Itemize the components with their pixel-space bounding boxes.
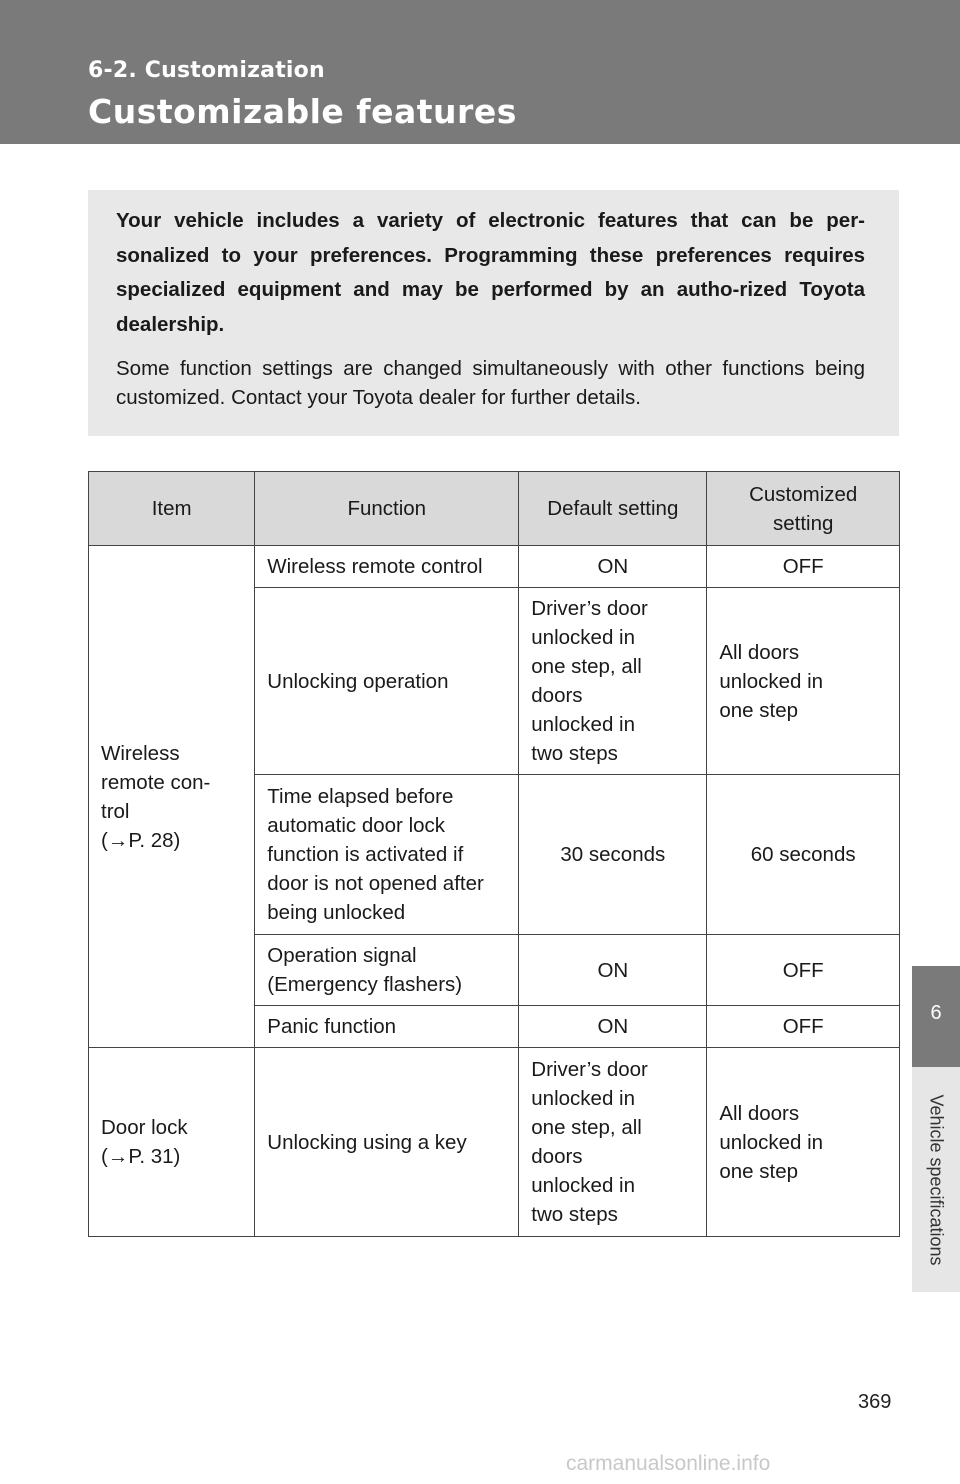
default-cell: Driver’s door unlocked in one step, all doors unlocked in two steps <box>519 1048 707 1237</box>
customized-cell: All doors unlocked in one step <box>707 588 900 775</box>
chapter-tab-number: 6 <box>912 966 960 1067</box>
header-default: Default setting <box>519 472 707 546</box>
item-cell-door-lock <box>89 1048 255 1237</box>
customized-cell: OFF <box>707 1006 900 1048</box>
item-line: trol <box>101 799 130 823</box>
function-cell: Operation signal (Emergency flashers) <box>255 935 519 1006</box>
item-cell-wireless <box>89 546 255 1048</box>
default-cell: 30 seconds <box>519 775 707 935</box>
item-line: Door lock <box>101 1116 188 1139</box>
default-cell: ON <box>519 546 707 588</box>
page-number: 369 <box>858 1391 892 1413</box>
customized-cell: OFF <box>707 546 900 588</box>
function-cell: Unlocking using a key <box>255 1048 519 1237</box>
function-cell: Time elapsed before automatic door lock function is activated if door is not opened after being unlocked <box>255 775 519 935</box>
chapter-tab-text: Vehicle specifications <box>926 1093 947 1266</box>
intro-normal-text: Some function settings are changed simultaneously with other functions being customized. Contact your Toyota dealer for further details. <box>116 357 865 409</box>
features-table <box>88 471 900 1237</box>
customized-cell: 60 seconds <box>707 775 900 935</box>
item-reference: (→P. 31) <box>101 1145 181 1168</box>
item-line: remote con- <box>101 770 211 794</box>
item-reference: (→P. 28) <box>101 828 181 852</box>
header-item: Item <box>89 472 255 546</box>
table-header-row <box>89 472 900 546</box>
chapter-tab-label <box>912 1067 960 1292</box>
table-row <box>89 1048 900 1237</box>
default-cell: Driver’s door unlocked in one step, all doors unlocked in two steps <box>519 588 707 775</box>
item-line: Wireless <box>101 741 180 765</box>
default-cell: ON <box>519 1006 707 1048</box>
section-label: 6-2. Customization <box>88 58 325 83</box>
watermark: carmanualsonline.info <box>566 1452 771 1475</box>
header-band <box>0 0 960 144</box>
customized-cell: All doors unlocked in one step <box>707 1048 900 1237</box>
table-row <box>89 546 900 588</box>
customized-cell: OFF <box>707 935 900 1006</box>
default-cell: ON <box>519 935 707 1006</box>
function-cell: Unlocking operation <box>255 588 519 775</box>
intro-bold-text: Your vehicle includes a variety of electronic features that can be per-sonalized to your preferences. Programming these preferences requires specialized equipment and may be performed by an autho-rized Toyota dealership. <box>116 209 865 336</box>
header-function: Function <box>255 472 519 546</box>
intro-box <box>88 190 899 436</box>
header-customized: Customized setting <box>707 472 900 546</box>
function-cell: Panic function <box>255 1006 519 1048</box>
page-title: Customizable features <box>88 92 517 131</box>
function-cell: Wireless remote control <box>255 546 519 588</box>
